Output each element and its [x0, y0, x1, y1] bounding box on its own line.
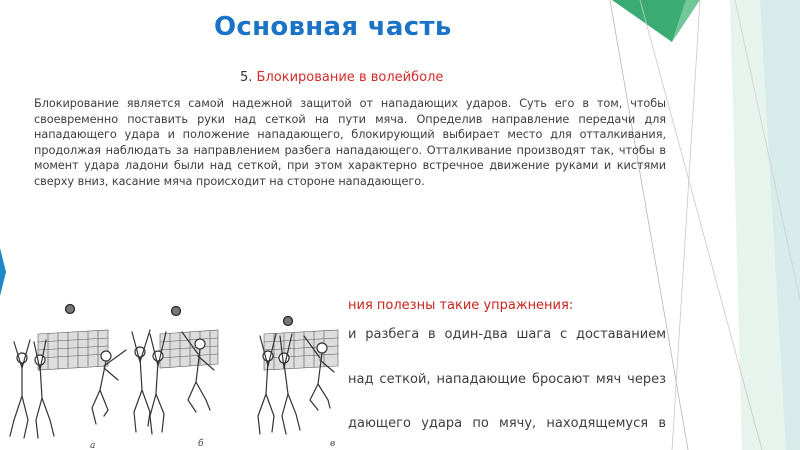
ball-icon: [172, 307, 181, 316]
blocking-illustration: [0, 296, 348, 450]
body-paragraph: Блокирование является самой надежной защитой от нападающих ударов. Суть его в том, чтобы своевременно поставить руки над сеткой на пути мяча. Определив направление передачи для нападающего удара и положение нападающего, блокирующий выбирает место для отталкивания, продолжая наблюдать за направлением разбега нападающего. Отталкивание производят так, чтобы в момент удара ладони были над сеткой, при этом характерно встречное движение руками и кистями сверху вниз, касание мяча происходит на стороне нападающего.: [34, 97, 666, 188]
net-icon: [160, 330, 218, 368]
exercise-line: и разбега в один-два шага с доставанием: [348, 327, 666, 342]
figure-label-b: б: [198, 439, 204, 449]
slide-title: Основная часть: [214, 12, 452, 42]
player-figure: [132, 330, 150, 432]
exercise-line: дающего удара по мячу, находящемуся в: [348, 416, 666, 431]
exercise-line: над сеткой, нападающие бросают мяч через: [348, 372, 666, 387]
player-figure: [10, 340, 30, 438]
figure-label-c: в: [330, 439, 336, 449]
deco-line: [672, 0, 700, 450]
ball-icon: [284, 317, 293, 326]
exercises-heading: ния полезны такие упражнения:: [348, 298, 574, 313]
section-subtitle: [240, 70, 443, 85]
section-label: Блокирование в волейболе: [256, 70, 444, 85]
left-edge-triangle: [0, 248, 6, 296]
net-icon: [38, 330, 108, 370]
ball-icon: [66, 305, 75, 314]
section-number: 5.: [240, 70, 253, 85]
figure-label-a: а: [90, 441, 96, 450]
